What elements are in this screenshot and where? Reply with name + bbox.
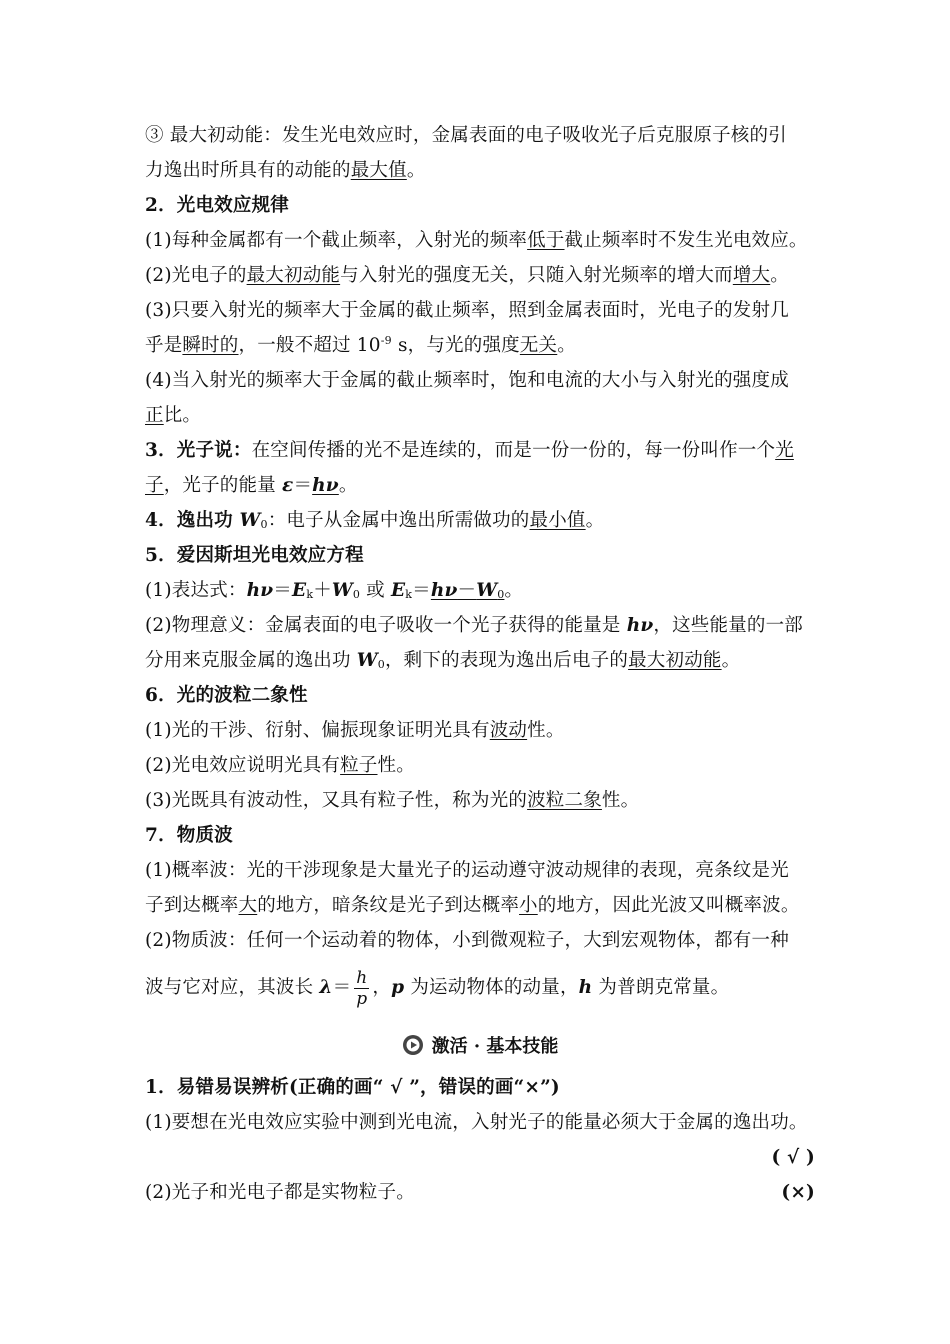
text-line: (2)物质波：任何一个运动着的物体，小到微观粒子，大到宏观物体，都有一种: [145, 930, 789, 951]
formula-line: (1)表达式：$h\nu=E_k+W_0$ 或 $E_k=h\nu-W_0$。: [145, 580, 524, 601]
answer-mark: (×): [781, 1182, 815, 1203]
fraction-h-over-p: $\frac{h}{p}$: [356, 967, 368, 1009]
text-line: (4)当入射光的频率大于金属的截止频率时，饱和电流的大小与入射光的强度成: [145, 370, 789, 391]
text-line: (1)概率波：光的干涉现象是大量光子的运动遵守波动规律的表现，亮条纹是光: [145, 860, 789, 881]
document-page: [145, 118, 815, 1210]
section-heading: 6．光的波粒二象性: [145, 685, 308, 706]
question-line: (2)光子和光电子都是实物粒子。 (×): [145, 1175, 815, 1210]
formula-line: 波与它对应，其波长 λ＝ $\frac{h}{p}$ ，p 为运动物体的动量，h 为普朗克常量。: [145, 967, 730, 1009]
text-line: 分用来克服金属的逸出功 $W_0$，剩下的表现为逸出后电子的最大初动能。: [145, 650, 741, 671]
section-heading: 7．物质波: [145, 825, 233, 846]
exercise-heading: 1．易错易误辨析(正确的画“ √ ”，错误的画“×”): [145, 1077, 560, 1098]
question-line: (1)要想在光电效应实验中测到光电流，入射光子的能量必须大于金属的逸出功。: [145, 1112, 808, 1133]
section-heading: 2．光电效应规律: [145, 195, 289, 216]
text-line: (3)光既具有波动性，又具有粒子性，称为光的波粒二象性。: [145, 790, 640, 811]
text-line: 乎是瞬时的，一般不超过 $10^{-9}$ s，与光的强度无关。: [145, 334, 576, 356]
section-heading: 3．光子说：在空间传播的光不是连续的，而是一份一份的，每一份叫作一个光: [145, 440, 794, 461]
text-line: (1)每种金属都有一个截止频率，入射光的频率低于截止频率时不发生光电效应。: [145, 230, 808, 251]
play-circle-icon: [402, 1034, 424, 1056]
text-line: 力逸出时所具有的动能的最大值。: [145, 160, 426, 181]
text-line: 子，光子的能量 ε＝hν。: [145, 475, 358, 496]
answer-mark: ( √ ): [771, 1147, 815, 1168]
text-line: (2)光电子的最大初动能与入射光的强度无关，只随入射光频率的增大而增大。: [145, 265, 789, 286]
text-line: 正比。: [145, 405, 202, 426]
section-heading: 5．爱因斯坦光电效应方程: [145, 545, 364, 566]
answer-line: [145, 1140, 815, 1175]
section-banner: [145, 1020, 815, 1070]
section-heading: 4．逸出功 $W_0$：电子从金属中逸出所需做功的最小值。: [145, 510, 605, 531]
section-title: 激活 · 基本技能: [431, 1036, 559, 1057]
text-line: 子到达概率大的地方，暗条纹是光子到达概率小的地方，因此光波又叫概率波。: [145, 895, 800, 916]
text-line: (2)光电效应说明光具有粒子性。: [145, 755, 415, 776]
text-line: (3)只要入射光的频率大于金属的截止频率，照到金属表面时，光电子的发射几: [145, 300, 789, 321]
text-line: (1)光的干涉、衍射、偏振现象证明光具有波动性。: [145, 720, 565, 741]
text-line: (2)物理意义：金属表面的电子吸收一个光子获得的能量是 hν，这些能量的一部: [145, 615, 803, 636]
text-line: ③ 最大初动能：发生光电效应时，金属表面的电子吸收光子后克服原子核的引: [145, 125, 787, 146]
